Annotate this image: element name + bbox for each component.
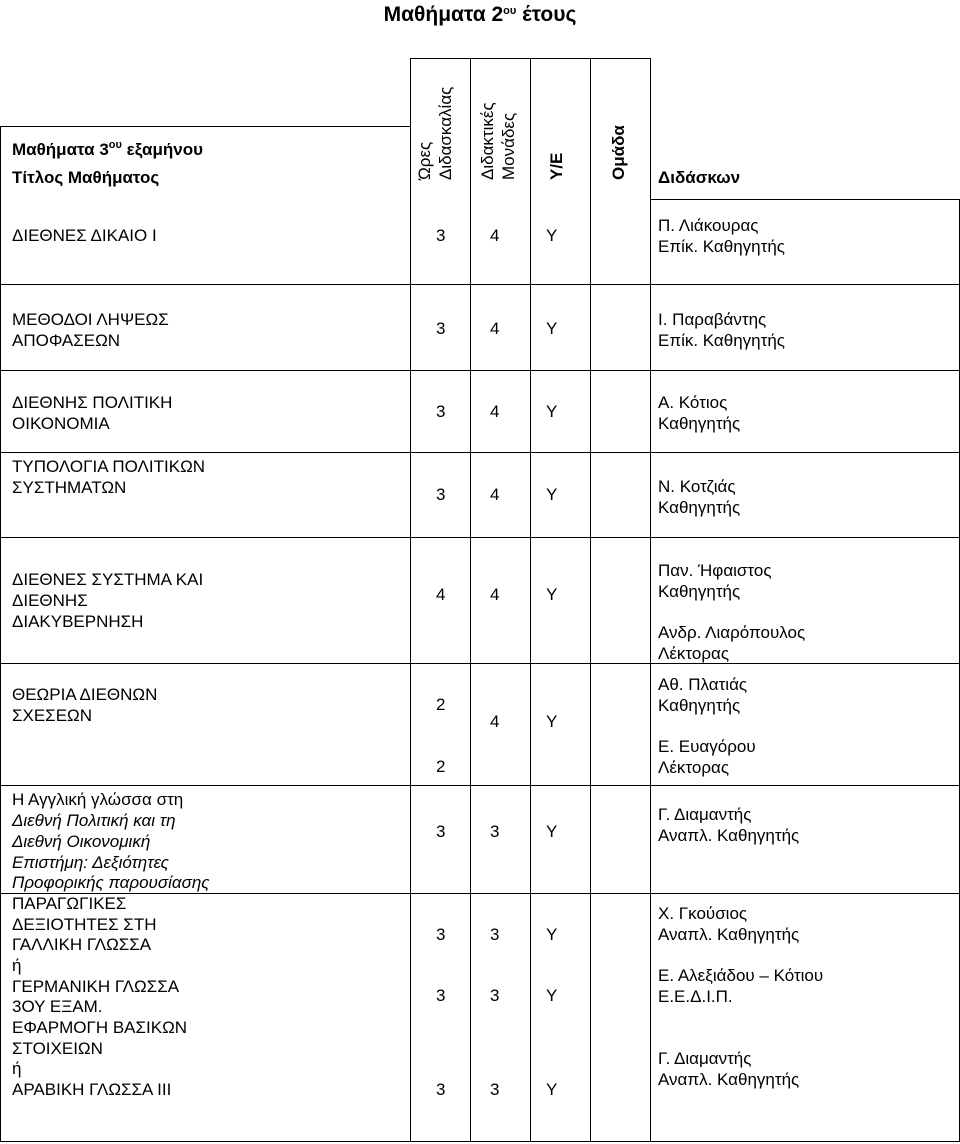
col-line-group <box>590 58 591 1142</box>
course-title: ΣΥΣΤΗΜΑΤΩΝ <box>12 478 127 497</box>
row-line <box>0 893 960 894</box>
type-value: Υ <box>546 925 558 944</box>
hours-value: 3 <box>436 1080 446 1099</box>
instructor-rank: Καθηγητής <box>658 498 741 517</box>
units-value: 4 <box>490 585 500 604</box>
col-line-hours <box>410 58 411 1142</box>
units-value: 3 <box>490 925 500 944</box>
course-title: ΣΤΟΙΧΕΙΩΝ <box>12 1039 103 1058</box>
units-value: 4 <box>490 319 500 338</box>
course-title: ΔΙΕΘΝΗΣ ΠΟΛΙΤΙΚΗ <box>12 393 173 412</box>
instructor-rank: Επίκ. Καθηγητής <box>658 237 785 256</box>
course-title: Η Αγγλική γλώσσα στη <box>12 790 184 809</box>
row-line <box>0 663 960 664</box>
course-title: Προφορικής παρουσίασης <box>12 873 210 892</box>
hours-value: 3 <box>436 402 446 421</box>
instructor-name: Γ. Διαμαντής <box>658 805 752 824</box>
hours-value: 3 <box>436 925 446 944</box>
instructor-rank: Επίκ. Καθηγητής <box>658 331 785 350</box>
units-value: 4 <box>490 712 500 731</box>
course-title: ΕΦΑΡΜΟΓΗ ΒΑΣΙΚΩΝ <box>12 1018 188 1037</box>
hours-value: 3 <box>436 319 446 338</box>
course-title: ΟΙΚΟΝΟΜΙΑ <box>12 414 110 433</box>
units-header: Διδακτικές Μονάδες <box>478 102 518 180</box>
course-title: 3ΟΥ ΕΞΑΜ. <box>12 997 103 1016</box>
row-line <box>0 537 960 538</box>
course-title: ΑΡΑΒΙΚΗ ΓΛΩΣΣΑ ΙΙΙ <box>12 1080 172 1099</box>
table-border-top <box>0 126 410 127</box>
type-value: Υ <box>546 319 558 338</box>
instructor-name: Α. Κότιος <box>658 393 728 412</box>
course-title-header: Τίτλος Μαθήματος <box>12 168 160 187</box>
course-title: ΑΠΟΦΑΣΕΩΝ <box>12 331 121 350</box>
course-title: ΔΙΕΘΝΕΣ ΣΥΣΤΗΜΑ ΚΑΙ <box>12 570 204 589</box>
course-title: ΤΥΠΟΛΟΓΙΑ ΠΟΛΙΤΙΚΩΝ <box>12 457 206 476</box>
type-value: Υ <box>546 485 558 504</box>
type-header: Υ/Ε <box>547 152 566 180</box>
type-value: Υ <box>546 402 558 421</box>
course-title: ΓΕΡΜΑΝΙΚΗ ΓΛΩΣΣΑ <box>12 977 180 996</box>
course-title: ή <box>12 1059 22 1078</box>
instructor-rank: Καθηγητής <box>658 696 741 715</box>
hours-value: 3 <box>436 822 446 841</box>
type-value: Υ <box>546 712 558 731</box>
col-line-instructors <box>650 58 651 1142</box>
col-line-units <box>470 58 471 1142</box>
course-title: Διεθνή Πολιτική και τη <box>12 811 176 830</box>
hours-value: 3 <box>436 226 446 245</box>
col-line-type <box>530 58 531 1142</box>
instructor-name: Ν. Κοτζιάς <box>658 477 736 496</box>
type-value: Υ <box>546 226 558 245</box>
instructor-rank: Ε.Ε.Δ.Ι.Π. <box>658 987 733 1006</box>
instructor-rank: Αναπλ. Καθηγητής <box>658 826 800 845</box>
hours-value: 3 <box>436 485 446 504</box>
units-value: 3 <box>490 1080 500 1099</box>
instructor-name: Ι. Παραβάντης <box>658 310 767 329</box>
instructor-name: Χ. Γκούσιος <box>658 904 748 923</box>
course-title: Διεθνή Οικονομική <box>12 832 151 851</box>
page-title: Μαθήματα $2^{o\upsilon}$ έτους <box>383 3 577 26</box>
table-border-bottom <box>0 1141 960 1142</box>
units-value: 4 <box>490 485 500 504</box>
course-title: ΘΕΩΡΙΑ ΔΙΕΘΝΩΝ <box>12 685 158 704</box>
type-value: Υ <box>546 585 558 604</box>
course-title: ΔΙΑΚΥΒΕΡΝΗΣΗ <box>12 612 144 631</box>
course-title: ΣΧΕΣΕΩΝ <box>12 706 93 725</box>
hours-value: 2 <box>436 695 446 714</box>
units-value: 4 <box>490 226 500 245</box>
instructor-rank: Λέκτορας <box>658 758 730 777</box>
row-line <box>0 452 960 453</box>
course-title: ΓΑΛΛΙΚΗ ΓΛΩΣΣΑ <box>12 935 152 954</box>
hours-value: 4 <box>436 585 446 604</box>
course-title: ή <box>12 956 22 975</box>
hours-value: 3 <box>436 986 446 1005</box>
course-title: ΔΙΕΘΝΗΣ <box>12 591 88 610</box>
units-value: 3 <box>490 822 500 841</box>
header-separator-right <box>650 199 960 200</box>
course-title: ΠΑΡΑΓΩΓΙΚΕΣ <box>12 894 127 913</box>
type-value: Υ <box>546 822 558 841</box>
units-value: 3 <box>490 986 500 1005</box>
instructor-rank: Αναπλ. Καθηγητής <box>658 925 800 944</box>
instructor-rank: Καθηγητής <box>658 414 741 433</box>
hours-header: Ώρες Διδασκαλίας <box>415 86 455 180</box>
instructor-name: Ε. Ευαγόρου <box>658 737 756 756</box>
course-title: Επιστήμη: Δεξιότητες <box>12 853 169 872</box>
row-line <box>0 785 960 786</box>
row-line <box>0 284 960 285</box>
units-value: 4 <box>490 402 500 421</box>
semester-heading: Μαθήματα $3^{o\upsilon}$ εξαμήνου <box>12 139 204 159</box>
instructor-name: Παν. Ήφαιστος <box>658 561 772 580</box>
instructor-name: Αθ. Πλατιάς <box>658 675 748 694</box>
instructors-header: Διδάσκων <box>658 168 741 187</box>
instructor-name: Ανδρ. Λιαρόπουλος <box>658 623 806 642</box>
course-title: ΔΕΞΙΟΤΗΤΕΣ ΣΤΗ <box>12 915 157 934</box>
course-title: ΔΙΕΘΝΕΣ ΔΙΚΑΙΟ Ι <box>12 226 157 245</box>
instructor-name: Γ. Διαμαντής <box>658 1049 752 1068</box>
instructor-name: Ε. Αλεξιάδου – Κότιου <box>658 966 824 985</box>
course-title: ΜΕΘΟΔΟΙ ΛΗΨΕΩΣ <box>12 310 169 329</box>
type-value: Υ <box>546 1080 558 1099</box>
instructor-name: Π. Λιάκουρας <box>658 216 759 235</box>
hours-value: 2 <box>436 757 446 776</box>
instructor-rank: Λέκτορας <box>658 644 730 663</box>
table-border-left <box>0 126 1 1142</box>
instructor-rank: Καθηγητής <box>658 582 741 601</box>
row-line <box>0 370 960 371</box>
type-value: Υ <box>546 986 558 1005</box>
group-header: Ομάδα <box>609 125 628 180</box>
instructor-rank: Αναπλ. Καθηγητής <box>658 1070 800 1089</box>
